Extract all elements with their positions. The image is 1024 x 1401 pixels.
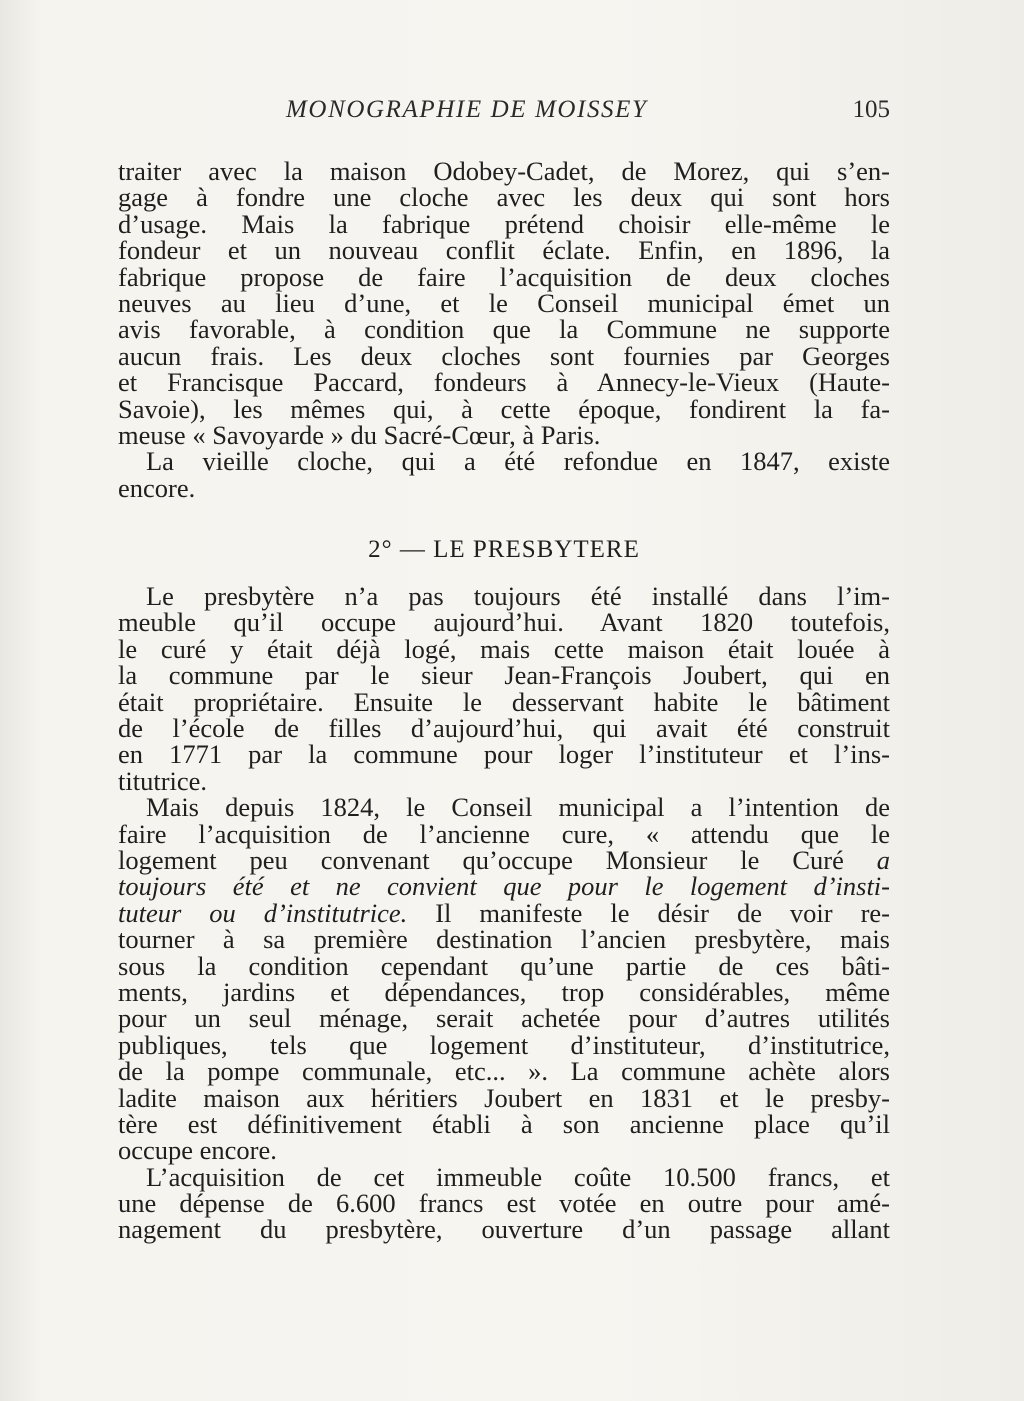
italic-quote: a	[876, 844, 890, 875]
text-line: meuse « Savoyarde » du Sacré-Cœur, à Paris.	[118, 419, 601, 450]
text-line: de l’école de filles d’aujourd’hui, qui avait été construit	[118, 713, 890, 744]
text-line: occupe encore.	[118, 1135, 277, 1166]
text-line: tourner à sa première destination l’ancien presbytère, mais	[118, 924, 890, 955]
section-heading: 2° — LE PRESBYTERE	[368, 536, 640, 564]
text-line: Mais depuis 1824, le Conseil municipal a l’intention de	[146, 792, 890, 823]
text-line: faire l’acquisition de l’ancienne cure, « attendu que le	[118, 818, 890, 849]
text-line: nagement du presbytère, ouverture d’un passage allant	[118, 1214, 890, 1245]
text-line: sous la condition cependant qu’une partie de ces bâti-	[118, 950, 890, 981]
paragraph-cost	[118, 1161, 890, 1245]
text-line: Le presbytère n’a pas toujours été installé dans l’im-	[146, 581, 890, 612]
text-line: d’usage. Mais la fabrique prétend choisir elle-même le	[118, 208, 890, 239]
text-line: de la pompe communale, etc... ». La commune achète alors	[118, 1056, 890, 1087]
text-line: meuble qu’il occupe aujourd’hui. Avant 1820 toutefois,	[118, 607, 890, 638]
text-line: aucun frais. Les deux cloches sont fournies par Georges	[118, 340, 890, 371]
text-line: traiter avec la maison Odobey-Cadet, de Morez, qui s’en-	[118, 156, 890, 186]
page-header	[118, 96, 890, 136]
paragraph-bells	[118, 158, 890, 448]
text-line	[118, 897, 890, 928]
text-line: L’acquisition de cet immeuble coûte 10.500 francs, et	[146, 1161, 890, 1192]
italic-quote: tuteur ou d’institutrice.	[118, 897, 408, 928]
page-number: 105	[852, 96, 890, 123]
text-line: le curé y était déjà logé, mais cette maison était louée à	[118, 633, 890, 664]
text-line: une dépense de 6.600 francs est votée en outre pour amé-	[118, 1188, 890, 1219]
text-line: publiques, tels que logement d’instituteur, d’institutrice,	[118, 1029, 890, 1060]
text-line: tère est définitivement établi à son ancienne place qu’il	[118, 1108, 890, 1139]
text-line: neuves au lieu d’une, et le Conseil municipal émet un	[118, 287, 890, 318]
paragraph-presbytery	[118, 583, 890, 794]
text-span: Il manifeste le désir de voir re-	[407, 897, 890, 928]
paragraph-council	[118, 792, 890, 1166]
text-line: Savoie), les mêmes qui, à cette époque, fondirent la fa-	[118, 393, 890, 424]
text-line: en 1771 par la commune pour loger l’instituteur et l’ins-	[118, 739, 890, 770]
text-line: ments, jardins et dépendances, trop considérables, même	[118, 976, 890, 1007]
running-title: MONOGRAPHIE DE MOISSEY	[286, 96, 648, 123]
page-body	[118, 158, 890, 1243]
text-line: pour un seul ménage, serait achetée pour d’autres utilités	[118, 1003, 890, 1034]
text-line: encore.	[118, 472, 196, 503]
text-line: avis favorable, à condition que la Commune ne supporte	[118, 314, 890, 345]
text-line: fondeur et un nouveau conflit éclate. Enfin, en 1896, la	[118, 235, 890, 266]
italic-quote-line: toujours été et ne convient que pour le logement d’insti-	[118, 871, 890, 902]
text-line: ladite maison aux héritiers Joubert en 1831 et le presby-	[118, 1082, 890, 1113]
text-line: La vieille cloche, qui a été refondue en 1847, existe	[146, 446, 890, 477]
text-line: fabrique propose de faire l’acquisition de deux cloches	[118, 261, 890, 292]
text-line	[118, 844, 890, 875]
text-line: gage à fondre une cloche avec les deux qui sont hors	[118, 182, 890, 213]
paragraph-old-bell	[118, 448, 890, 501]
text-line: la commune par le sieur Jean-François Joubert, qui en	[118, 660, 890, 691]
text-line: titutrice.	[118, 765, 208, 796]
text-line: et Francisque Paccard, fondeurs à Annecy-le-Vieux (Haute-	[118, 367, 890, 398]
text-span: logement peu convenant qu’occupe Monsieur le Curé	[118, 844, 877, 875]
text-line: était propriétaire. Ensuite le desservant habite le bâtiment	[118, 686, 890, 717]
